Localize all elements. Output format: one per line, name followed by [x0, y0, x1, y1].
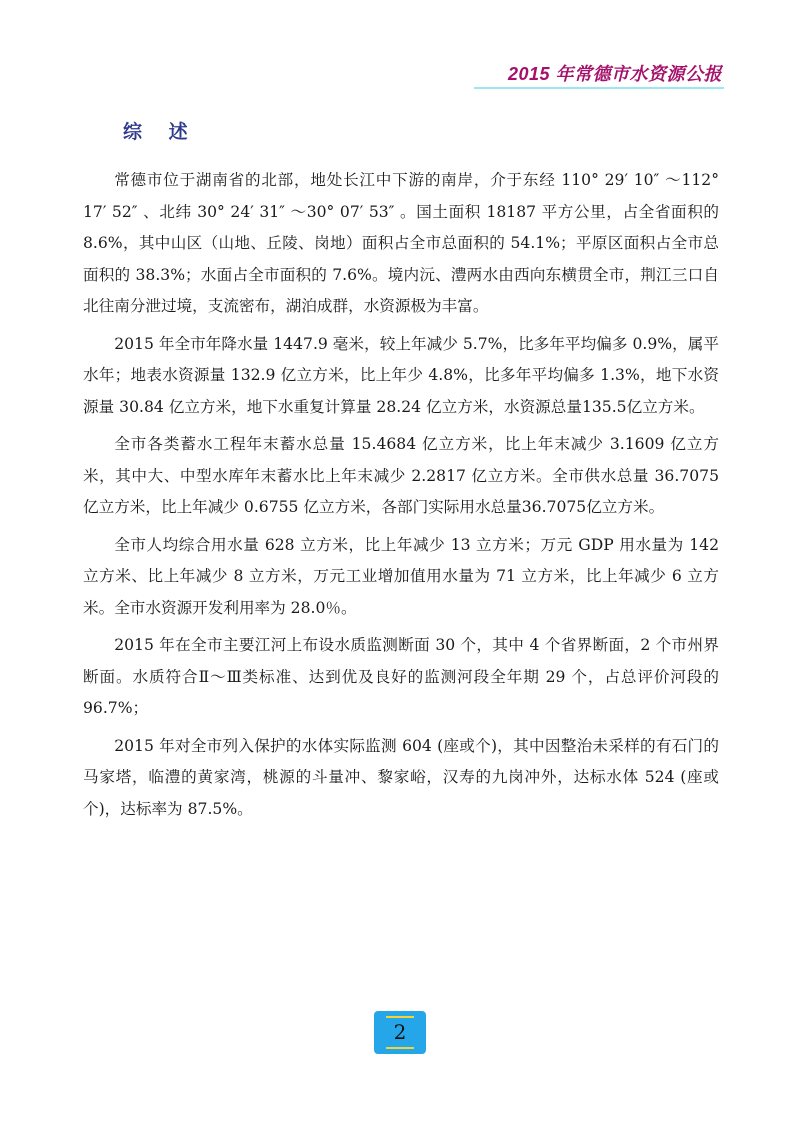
paragraph-water-quality: 2015 年在全市主要江河上布设水质监测断面 30 个，其中 4 个省界断面，2 个市州界断面。水质符合Ⅱ～Ⅲ类标准、达到优及良好的监测河段全年期 29 个，占总评价河段的 96.7%； [83, 636, 719, 717]
report-title: 2015 年常德市水资源公报 [507, 64, 722, 84]
paragraph-storage-supply: 全市各类蓄水工程年末蓄水总量 15.4684 亿立方米，比上年末减少 3.1609 亿立方米，其中大、中型水库年末蓄水比上年末减少 2.2817 亿立方米。全市供水总量 36.7075 亿立方米，比上年减少 0.6755 亿立方米，各部门实际用水总量36.7075亿立方米。 [83, 435, 719, 516]
paragraph-water-use: 全市人均综合用水量 628 立方米，比上年减少 13 立方米；万元 GDP 用水量为 142 立方米、比上年减少 8 立方米，万元工业增加值用水量为 71 立方米，比上年减少 6 立方米。全市水资源开发利用率为 28.0％。 [83, 535, 719, 617]
header-underline [474, 87, 724, 89]
section-title: 综 述 [123, 121, 198, 143]
page-number: 2 [393, 1020, 407, 1044]
document-body [83, 165, 719, 831]
page-number-badge [374, 1011, 426, 1054]
paragraph-precipitation: 2015 年全市年降水量 1447.9 毫米，较上年减少 5.7%，比多年平均偏多 0.9%，属平水年；地表水资源量 132.9 亿立方米，比上年少 4.8%，比多年平均偏多 1.3%，地下水资源量 30.84 亿立方米，地下水重复计算量 28.24 亿立方米，水资源总量135.5亿立方米。 [83, 334, 719, 416]
paragraph-protected-water: 2015 年对全市列入保护的水体实际监测 604 (座或个)，其中因整治未采样的有石门的马家塔，临澧的黄家湾，桃源的斗量冲、黎家峪，汉寿的九岗冲外，达标水体 524 (座或个)，达标率为 87.5%。 [83, 736, 719, 818]
page-number-bottom-line [386, 1047, 414, 1049]
paragraph-location: 常德市位于湖南省的北部，地处长江中下游的南岸，介于东经 110° 29′ 10″ ～112° 17′ 52″ 、北纬 30° 24′ 31″ ～30° 07′ 53″ 。国土面积 18187 平方公里，占全省面积的 8.6%，其中山区（山地、丘陵、岗地）面积占全市总面积的 54.1%；平原区面积占全市总面积的 38.3%；水面占全市面积的 7.6%。境内沅、澧两水由西向东横贯全市，荆江三口自北往南分泄过境，支流密布，湖泊成群，水资源极为丰富。 [83, 171, 719, 315]
document-header [0, 60, 722, 86]
